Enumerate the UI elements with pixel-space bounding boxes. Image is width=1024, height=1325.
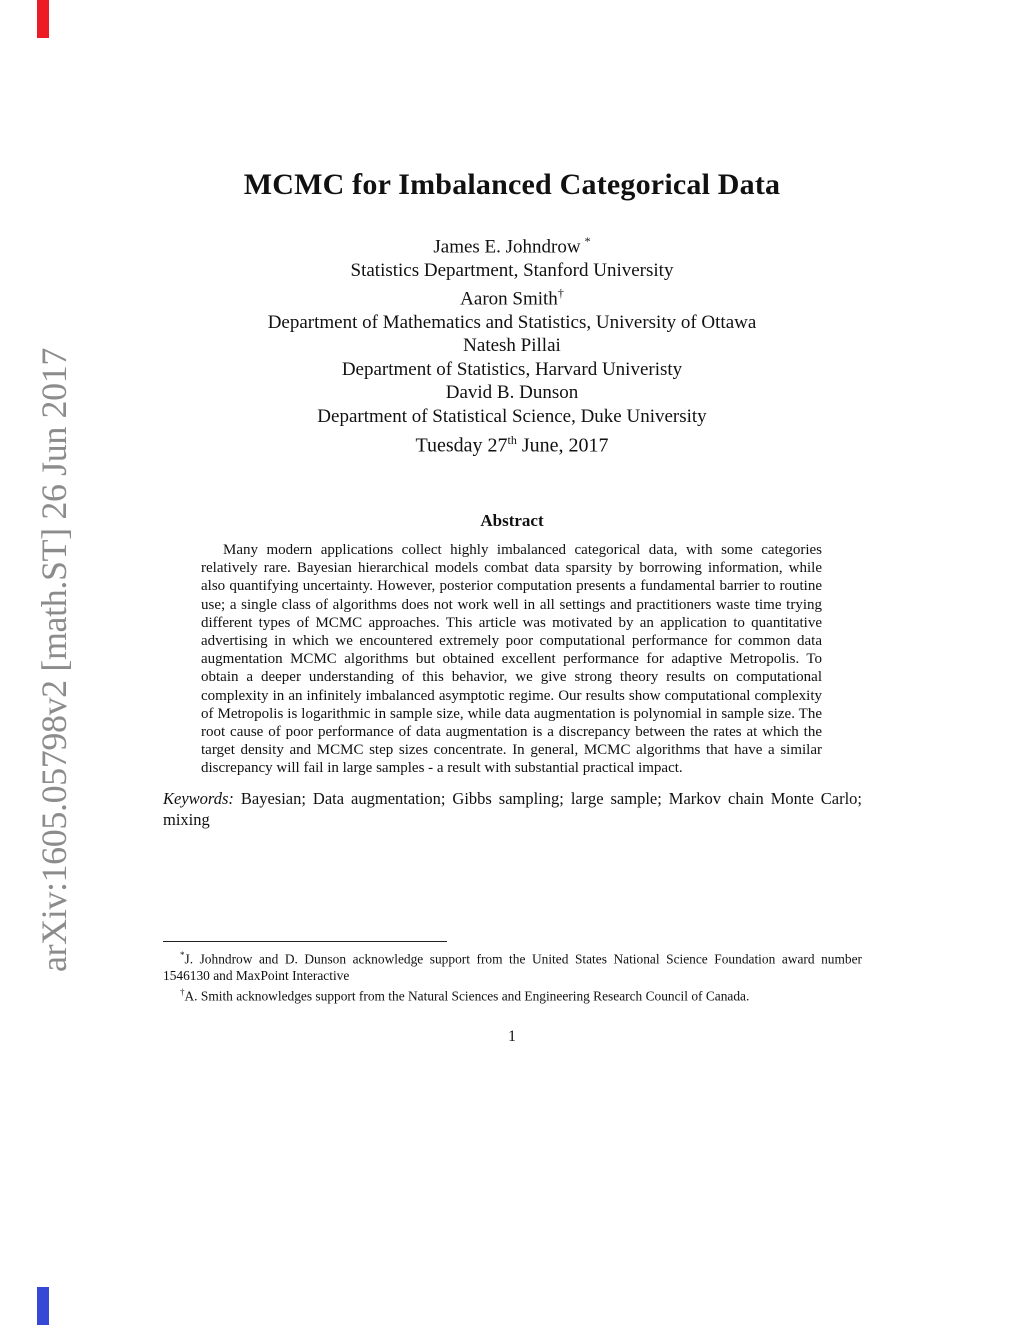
author-block — [0, 230, 1024, 428]
author-name — [0, 282, 1024, 311]
footnote-text: A. Smith acknowledges support from the Natural Sciences and Engineering Research Council of Canada. — [184, 988, 750, 1004]
author-name-text: Aaron Smith — [460, 288, 558, 310]
footnote-marker: * — [180, 950, 185, 960]
blue-edge-mark — [37, 1287, 49, 1325]
date-line — [0, 433, 1024, 458]
abstract-heading: Abstract — [480, 511, 544, 530]
author-footnote-marker: † — [557, 286, 564, 301]
author-name: Natesh Pillai — [463, 335, 561, 357]
date-suffix: June, 2017 — [516, 434, 609, 457]
author-affiliation: Department of Statistics, Harvard Univeristy — [341, 358, 683, 380]
author-affiliation: Department of Mathematics and Statistics, University of Ottawa — [267, 311, 757, 333]
author-affiliation: Department of Statistical Science, Duke University — [317, 405, 707, 427]
footnote-thanks — [163, 984, 862, 1005]
keywords-line — [163, 789, 862, 830]
arxiv-stamp: arXiv:1605.05798v2 [math.ST] 26 Jun 2017 — [34, 348, 74, 972]
footnote-thanks — [163, 947, 862, 984]
page-number: 1 — [508, 1028, 516, 1045]
author-name — [0, 230, 1024, 259]
red-edge-mark — [37, 0, 49, 38]
author-name: David B. Dunson — [445, 382, 579, 404]
keywords-label: Keywords: — [163, 789, 234, 808]
author-affiliation: Statistics Department, Stanford University — [350, 259, 674, 281]
keywords-text: Bayesian; Data augmentation; Gibbs sampling; large sample; Markov chain Monte Carlo; mixing — [163, 789, 862, 829]
footnotes-block — [163, 947, 862, 1005]
date-prefix: Tuesday 27 — [415, 434, 508, 457]
date-ordinal-superscript: th — [507, 433, 517, 447]
author-footnote-marker: * — [584, 234, 591, 248]
author-name-text: James E. Johndrow — [433, 236, 581, 258]
footnote-marker: † — [180, 987, 185, 998]
footnote-separator-rule — [163, 941, 447, 942]
footnote-text: J. Johndrow and D. Dunson acknowledge support from the United States National Science Foundation award number 1546130 and MaxPoint Interactive — [163, 951, 862, 983]
paper-title: MCMC for Imbalanced Categorical Data — [243, 168, 781, 201]
abstract-text: Many modern applications collect highly imbalanced categorical data, with some categories relatively rare. Bayesian hierarchical models combat data sparsity by borrowing information, while also quantifying uncertainty. However, posterior computation presents a fundamental barrier to routine use; a single class of algorithms does not work well in all settings and practitioners waste time trying different types of MCMC approaches. This article was motivated by an application to quantitative advertising in which we encountered extremely poor computational performance for common data augmentation MCMC algorithms but obtained excellent performance for adaptive Metropolis. To obtain a deeper understanding of this behavior, we give strong theory results on computational complexity in an infinitely imbalanced asymptotic regime. Our results show computational complexity of Metropolis is logarithmic in sample size, while data augmentation is polynomial in sample size. The root cause of poor performance of data augmentation is a discrepancy between the rates at which the target density and MCMC step sizes concentrate. In general, MCMC algorithms that have a similar discrepancy will fail in large samples - a result with substantial practical impact. — [201, 542, 822, 777]
